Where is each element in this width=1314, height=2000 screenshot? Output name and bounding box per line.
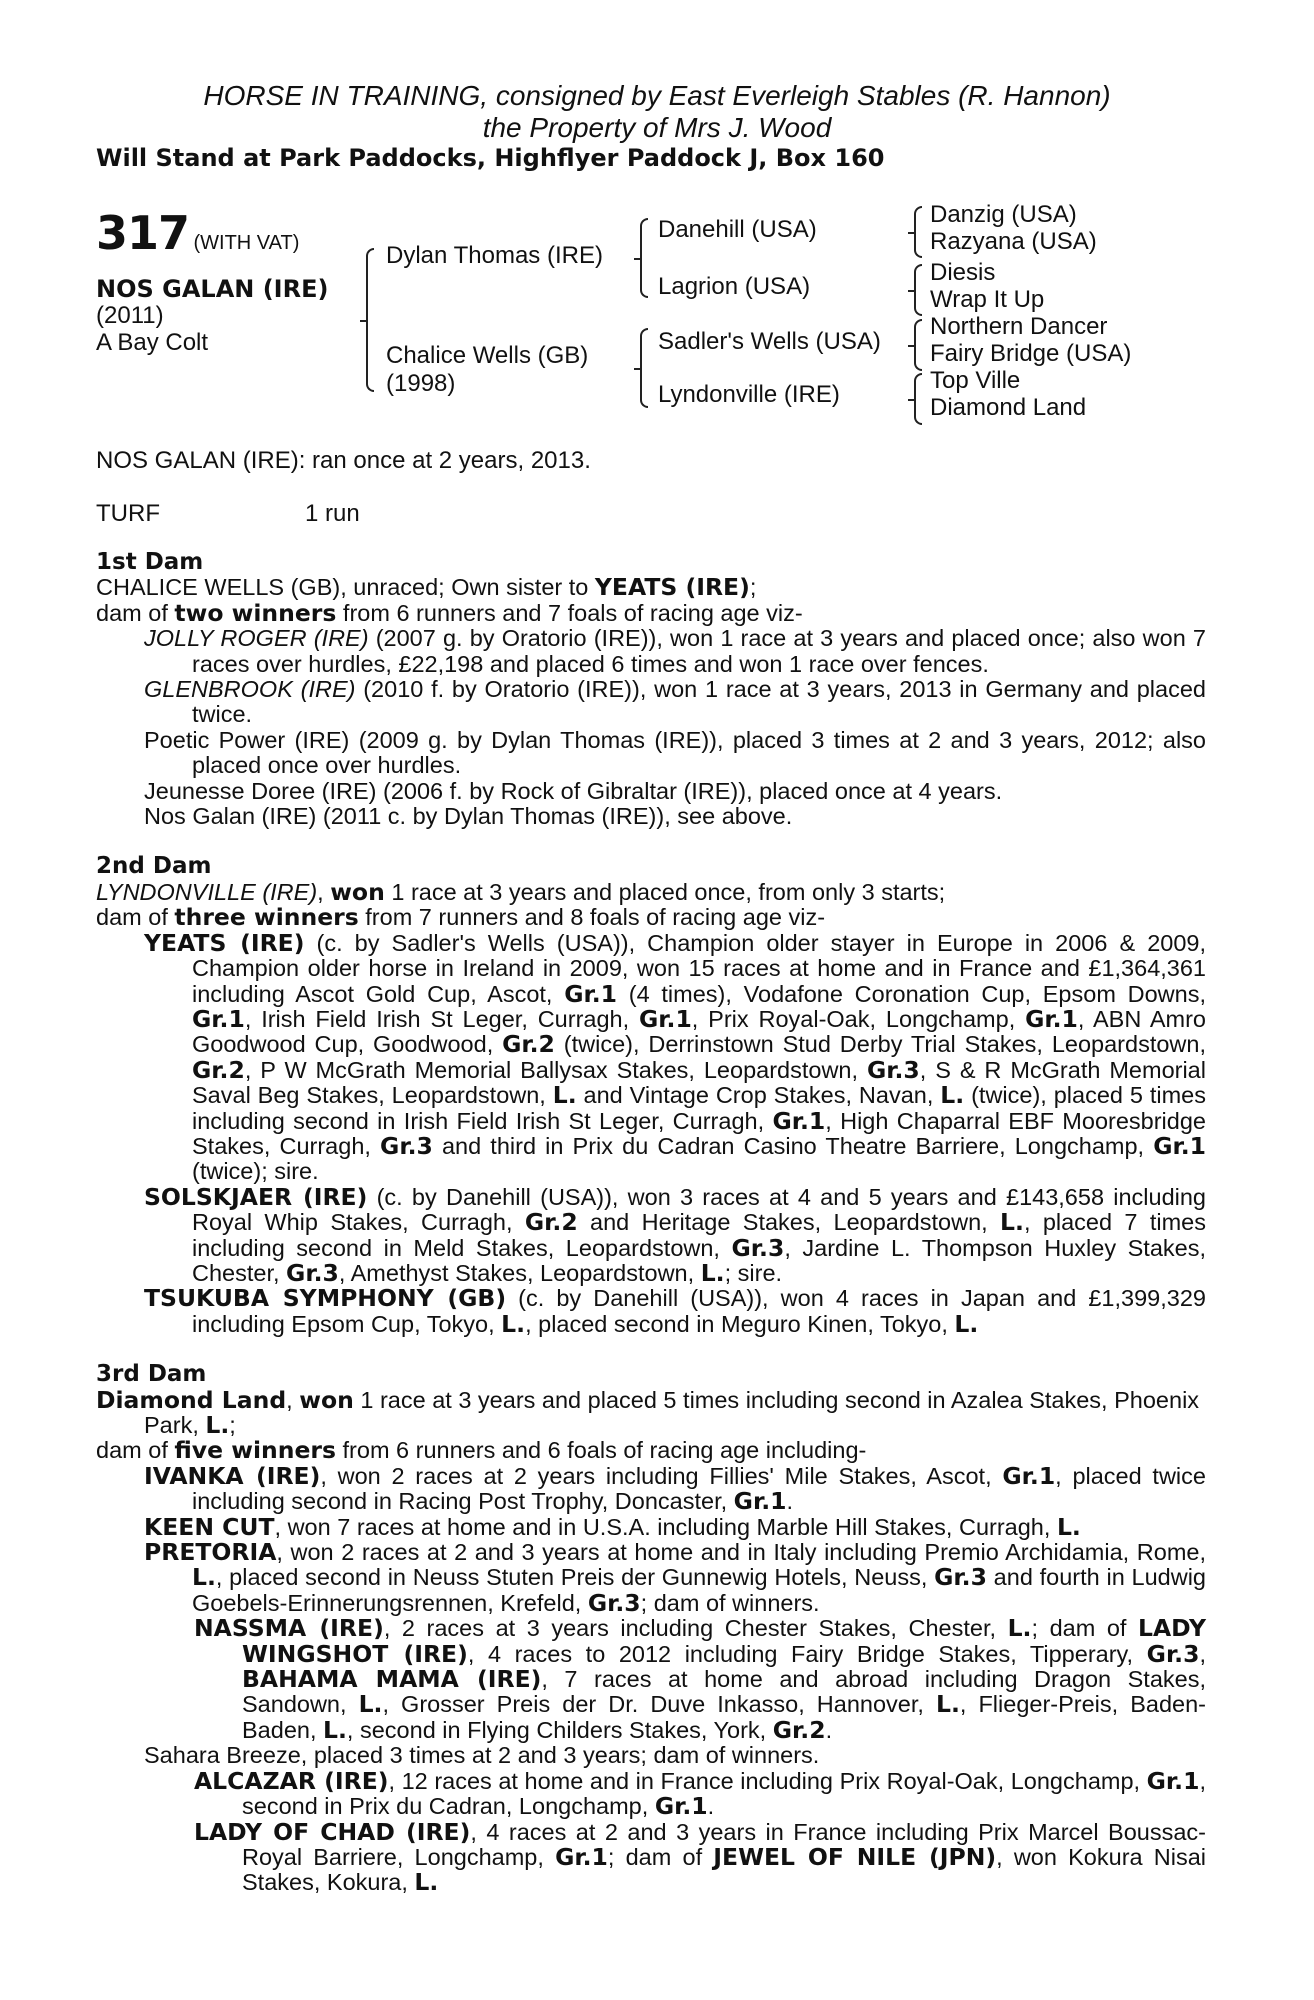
pedigree-dam: Chalice Wells (GB): [386, 342, 589, 369]
produce-entry-lady-of-chad: LADY OF CHAD (IRE), 4 races at 2 and 3 years in France including Prix Marcel Boussac-Royal Barriere, Longchamp, Gr.1; dam of JEWEL OF NILE (JPN), won Kokura Nisai Stakes, Kokura, L.: [194, 1817, 1207, 1897]
produce-entry: Jeunesse Doree (IRE) (2006 f. by Rock of Gibraltar (IRE)), placed once at 4 years.: [144, 777, 1003, 804]
pedigree-sire-sire: Danehill (USA): [658, 216, 817, 243]
produce-entry-tsukuba: TSUKUBA SYMPHONY (GB) (c. by Danehill (USA)), won 4 races in Japan and £1,399,329 including Epsom Cup, Tokyo, L., placed second in Meguro Kinen, Tokyo, L.: [144, 1284, 1206, 1338]
pedigree-ggp-5: Northern Dancer: [930, 313, 1108, 340]
header-line-1: HORSE IN TRAINING, consigned by East Everleigh Stables (R. Hannon): [203, 80, 1111, 111]
second-dam-line-2: dam of three winners from 7 runners and 8 foals of racing age viz-: [96, 903, 826, 932]
produce-entry-sahara-breeze: Sahara Breeze, placed 3 times at 2 and 3 years; dam of winners.: [144, 1742, 820, 1769]
pedigree-ggp-3: Diesis: [930, 259, 996, 286]
produce-entry-nassma: NASSMA (IRE), 2 races at 3 years including Chester Stakes, Chester, L.; dam of LADY WINGSHOT (IRE), 4 races to 2012 including Fairy Bridge Stakes, Tipperary, Gr.3, BAHAMA MAMA (IRE), 7 races at home and abroad including Dragon Stakes, Sandown, L., Grosser Preis der Dr. Duve Inkasso, Hannover, L., Flieger-Preis, Baden-Baden, L., second in Flying Childers Stakes, York, Gr.2.: [194, 1614, 1206, 1744]
produce-entry-keen-cut: KEEN CUT, won 7 races at home and in U.S.A. including Marble Hill Stakes, Curragh, L.: [144, 1512, 1081, 1541]
produce-entry: GLENBROOK (IRE) (2010 f. by Oratorio (IRE)), won 1 race at 3 years, 2013 in Germany and placed twice.: [144, 676, 1206, 728]
produce-entry: Nos Galan (IRE) (2011 c. by Dylan Thomas (IRE)), see above.: [144, 803, 793, 830]
third-dam-heading: 3rd Dam: [96, 1361, 207, 1388]
pedigree-brace-sire: [640, 218, 648, 298]
second-dam-heading: 2nd Dam: [96, 853, 212, 880]
lot-year: (2011): [96, 302, 164, 329]
pedigree-ggp-6: Fairy Bridge (USA): [930, 340, 1132, 367]
first-dam-heading: 1st Dam: [96, 549, 204, 575]
header-stand-line: Will Stand at Park Paddocks, Highflyer Paddock J, Box 160: [96, 144, 885, 172]
pedigree-brace-main: [366, 248, 374, 392]
catalogue-body: [96, 550, 1206, 1896]
header-line-2: the Property of Mrs J. Wood: [482, 112, 832, 143]
third-dam-line-1: Diamond Land, won 1 race at 3 years and placed 5 times including second in Azalea Stakes, Phoenix Park, L.;: [96, 1385, 1200, 1439]
pedigree-sire: Dylan Thomas (IRE): [386, 242, 603, 269]
pedigree-ggp-2: Razyana (USA): [930, 228, 1097, 255]
lot-number: 317: [96, 206, 190, 260]
pedigree-brace-1: [914, 206, 922, 258]
lot-name: NOS GALAN (IRE): [96, 275, 329, 303]
pedigree-dam-sire: Sadler's Wells (USA): [658, 328, 881, 355]
produce-entry-ivanka: IVANKA (IRE), won 2 races at 2 years including Fillies' Mile Stakes, Ascot, Gr.1, placed twice including second in Racing Post Trophy, Doncaster, Gr.1.: [144, 1461, 1206, 1516]
produce-entry-solskjaer: SOLSKJAER (IRE) (c. by Danehill (USA)), won 3 races at 4 and 5 years and £143,658 including Royal Whip Stakes, Curragh, Gr.2 and Heritage Stakes, Leopardstown, L., placed 7 times including second in Meld Stakes, Leopardstown, Gr.3, Jardine L. Thompson Huxley Stakes, Chester, Gr.3, Amethyst Stakes, Leopardstown, L.; sire.: [144, 1182, 1207, 1287]
produce-entry-alcazar: ALCAZAR (IRE), 12 races at home and in France including Prix Royal-Oak, Longchamp, Gr.1, second in Prix du Cadran, Longchamp, Gr.1.: [194, 1766, 1206, 1821]
first-dam-line-1: CHALICE WELLS (GB), unraced; Own sister to YEATS (IRE);: [96, 573, 757, 602]
pedigree-ggp-7: Top Ville: [930, 367, 1021, 394]
third-dam-line-2: dam of five winners from 6 runners and 6 foals of racing age including-: [96, 1436, 867, 1465]
produce-entry: Poetic Power (IRE) (2009 g. by Dylan Thomas (IRE)), placed 3 times at 2 and 3 years, 2012; also placed once over hurdles.: [144, 726, 1206, 779]
race-summary: NOS GALAN (IRE): ran once at 2 years, 2013.: [96, 447, 591, 474]
produce-entry-pretoria: PRETORIA, won 2 races at 2 and 3 years at home and in Italy including Premio Archidamia, Rome, L., placed second in Neuss Stuten Preis der Gunnewig Hotels, Neuss, Gr.3 and fourth in Ludwig Goebels-Erinnerungsrennen, Krefeld, Gr.3; dam of winners.: [144, 1538, 1206, 1617]
pedigree-dam-dam: Lyndonville (IRE): [658, 381, 840, 408]
lot-vat: (WITH VAT): [193, 232, 300, 254]
turf-value: 1 run: [305, 500, 360, 527]
pedigree-sire-dam: Lagrion (USA): [658, 273, 811, 300]
pedigree-brace-2: [914, 264, 922, 316]
pedigree-brace-3: [914, 319, 922, 371]
second-dam-line-1: LYNDONVILLE (IRE), won 1 race at 3 years and placed once, from only 3 starts;: [96, 877, 946, 906]
pedigree-ggp-1: Danzig (USA): [930, 201, 1077, 228]
produce-entry: JOLLY ROGER (IRE) (2007 g. by Oratorio (IRE)), won 1 race at 3 years and placed once; also won 7 races over hurdles, £22,198 and placed 6 times and won 1 race over fences.: [144, 625, 1206, 677]
pedigree-ggp-4: Wrap It Up: [930, 286, 1045, 313]
pedigree-ggp-8: Diamond Land: [930, 394, 1087, 421]
turf-label: TURF: [96, 500, 160, 527]
pedigree-brace-dam: [640, 328, 648, 408]
produce-entry-yeats: YEATS (IRE) (c. by Sadler's Wells (USA)), Champion older stayer in Europe in 2006 & 2009, Champion older horse in Ireland in 2009, won 15 races at home and in France and £1,364,361 including Ascot Gold Cup, Ascot, Gr.1 (4 times), Vodafone Coronation Cup, Epsom Downs, Gr.1, Irish Field Irish St Leger, Curragh, Gr.1, Prix Royal-Oak, Longchamp, Gr.1, ABN Amro Goodwood Cup, Goodwood, Gr.2 (twice), Derrinstown Stud Derby Trial Stakes, Leopardstown, Gr.2, P W McGrath Memorial Ballysax Stakes, Leopardstown, Gr.3, S & R McGrath Memorial Saval Beg Stakes, Leopardstown, L. and Vintage Crop Stakes, Navan, L. (twice), placed 5 times including second in Irish Field Irish St Leger, Curragh, Gr.1, High Chaparral EBF Mooresbridge Stakes, Curragh, Gr.3 and third in Prix du Cadran Casino Theatre Barriere, Longchamp, Gr.1 (twice); sire.: [144, 928, 1207, 1185]
lot-description: A Bay Colt: [96, 329, 209, 356]
first-dam-line-2: dam of two winners from 6 runners and 7 foals of racing age viz-: [96, 598, 803, 627]
pedigree-brace-4: [914, 373, 922, 425]
pedigree-dam-year: (1998): [386, 370, 456, 397]
lot-number-row: [96, 206, 299, 260]
